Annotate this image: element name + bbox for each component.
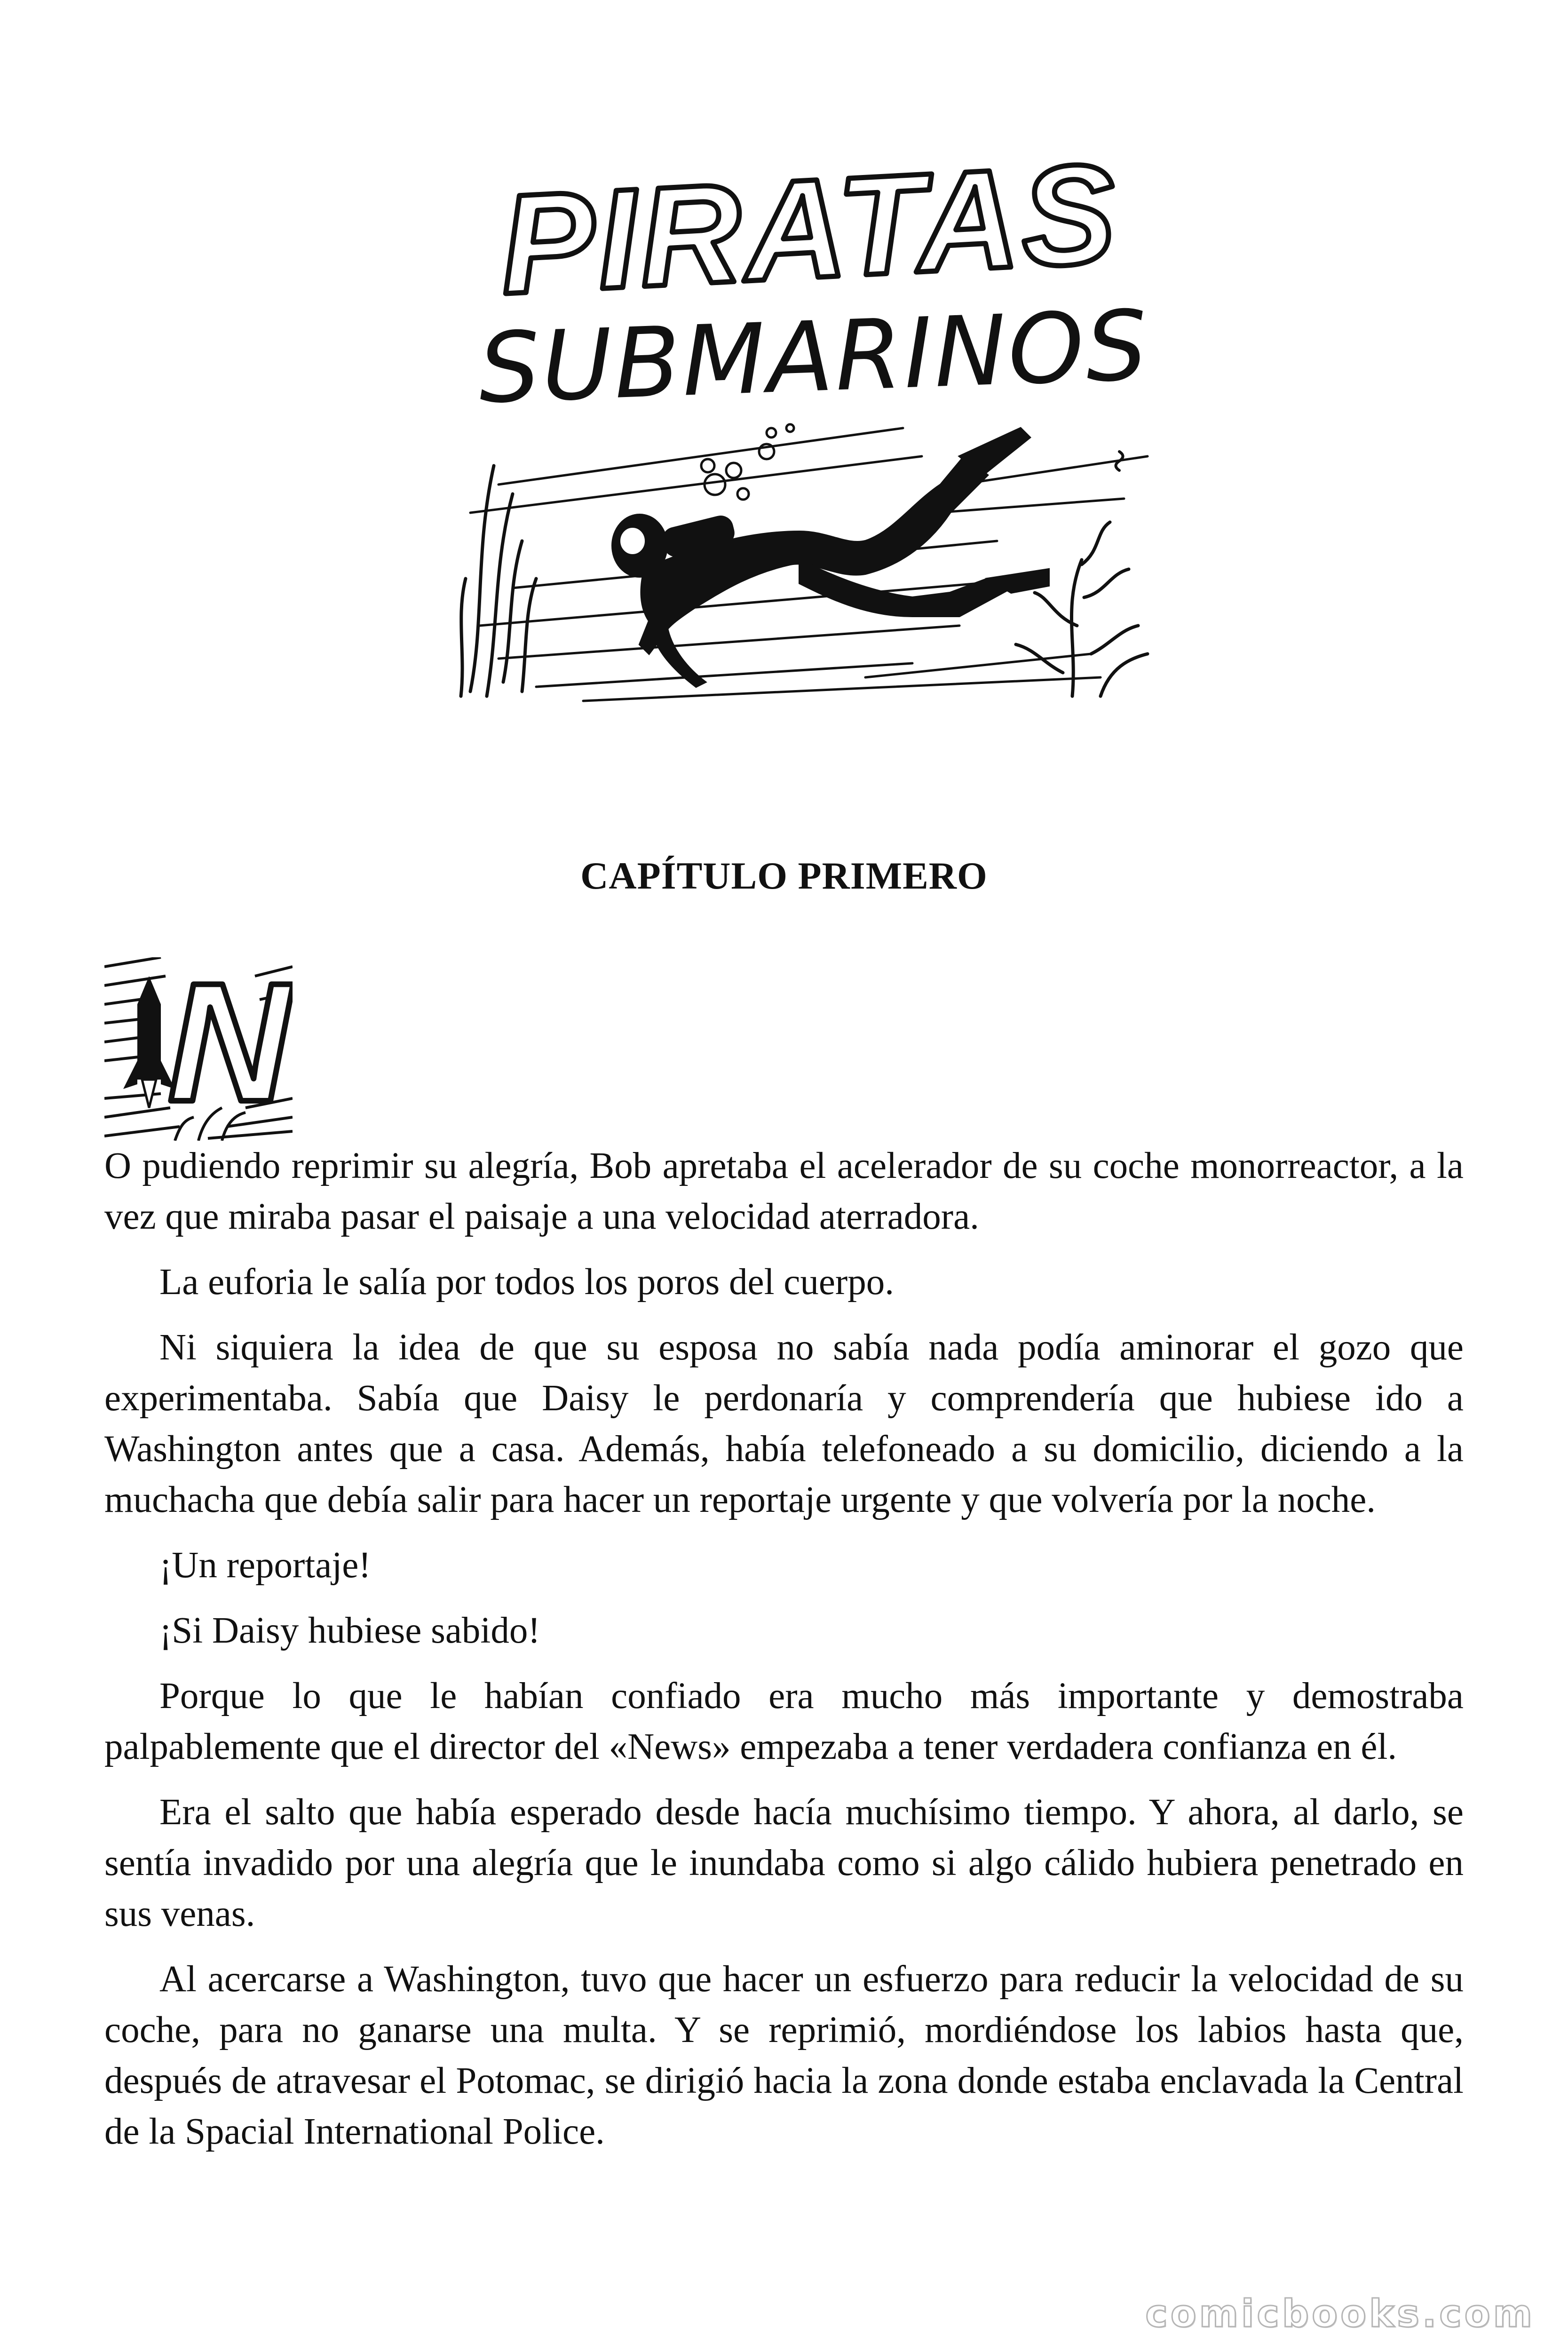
paragraph: O pudiendo reprimir su alegría, Bob apretaba el acelerador de su coche monorreactor, a la vez que miraba pasar el paisaje a una velocidad aterradora. xyxy=(104,1145,1464,1237)
chapter-heading: CAPÍTULO PRIMERO xyxy=(580,854,988,897)
drop-cap-letter: N xyxy=(168,957,290,1137)
paragraph: Era el salto que había esperado desde hacía muchísimo tiempo. Y ahora, al darlo, se sentía invadido por una alegría que le inundaba como si algo cálido hubiera penetrado en sus venas. xyxy=(104,1792,1464,1934)
body-text xyxy=(104,1141,1464,2172)
paragraph: La euforia le salía por todos los poros del cuerpo. xyxy=(159,1262,894,1303)
title-illustration xyxy=(442,127,1176,715)
title-line-2: SUBMARINOS xyxy=(476,290,1151,425)
rocket-icon xyxy=(123,976,175,1108)
watermark: comicbooks.com xyxy=(1145,2292,1535,2336)
paragraph: ¡Si Daisy hubiese sabido! xyxy=(159,1610,540,1651)
title-line-1: PIRATAS xyxy=(496,133,1122,324)
paragraph: Ni siquiera la idea de que su esposa no sabía nada podía aminorar el gozo que experimentaba. Sabía que Daisy le perdonaría y comprendería que hubiese ido a Washington antes que a casa. Además, había telefoneado a su domicilio, diciendo a la muchacha que debía salir para hacer un reportaje urgente y que volvería por la noche. xyxy=(104,1327,1464,1520)
paragraph: ¡Un reportaje! xyxy=(159,1545,371,1586)
paragraph: Al acercarse a Washington, tuvo que hacer un esfuerzo para reducir la velocidad de su coche, para no ganarse una multa. Y se reprimió, mordiéndose los labios hasta que, después de atravesar el Potomac, se dirigió hacia la zona donde estaba enclavada la Central de la Spacial International Police. xyxy=(104,1959,1464,2152)
paragraph: Porque lo que le habían confiado era mucho más importante y demostraba palpablemente que el director del «News» empezaba a tener verdadera confianza en él. xyxy=(104,1676,1464,1767)
drop-cap-illustration xyxy=(104,957,293,1141)
